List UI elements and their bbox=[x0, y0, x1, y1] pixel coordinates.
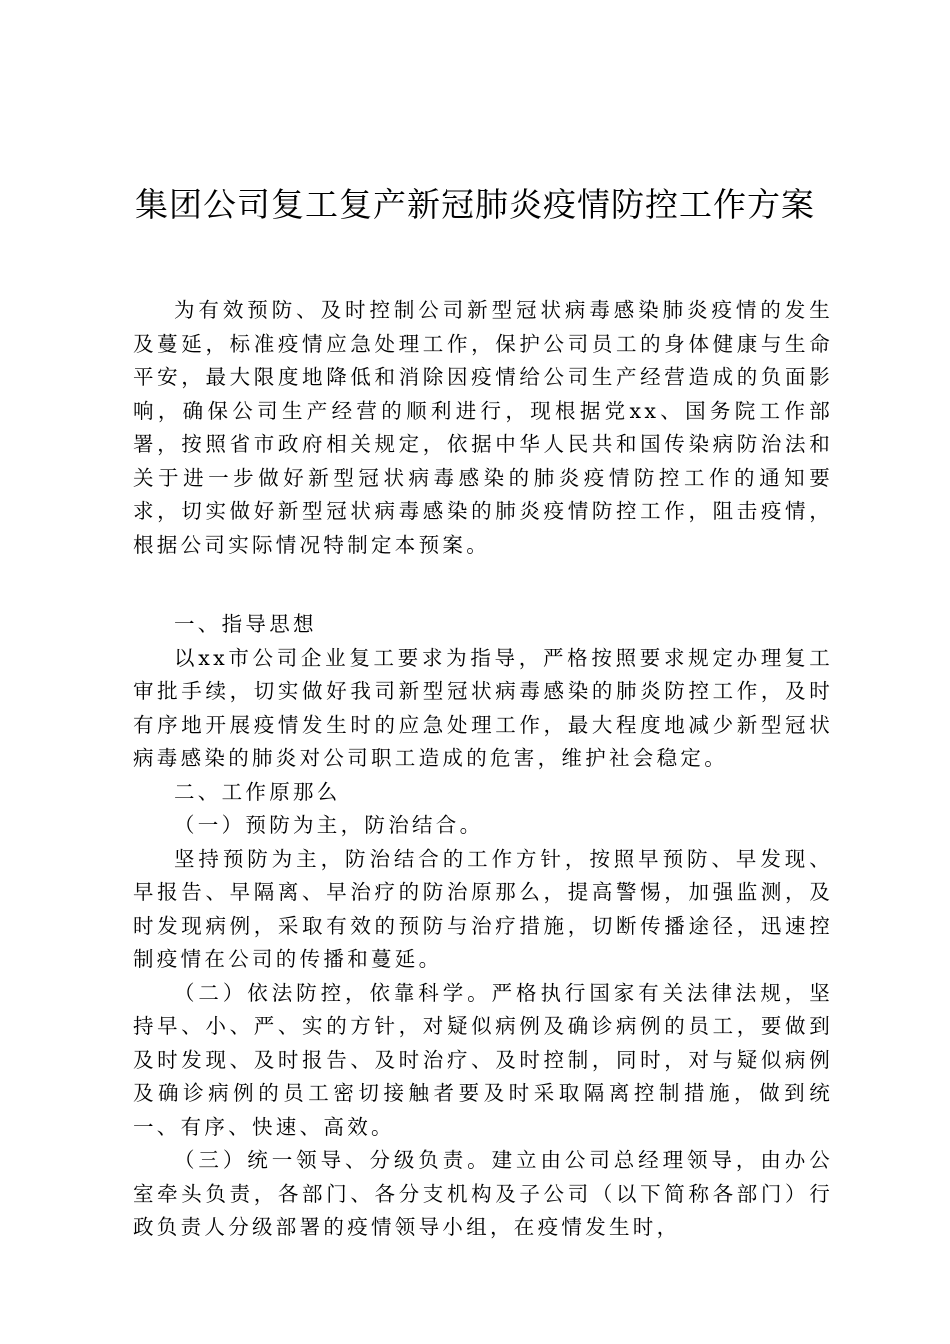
unified-leadership-paragraph: （三）统一领导、分级负责。建立由公司总经理领导，由办公室牵头负责，各部门、各分支机构及子公司（以下简称各部门）行政负责人分级部署的疫情领导小组，在疫情发生时， bbox=[133, 1148, 833, 1239]
paragraph-gap bbox=[133, 562, 833, 608]
subheading-prevention-first: （一）预防为主，防治结合。 bbox=[174, 813, 484, 837]
section-heading-work-principles: 二、工作原那么 bbox=[174, 779, 341, 804]
document-body bbox=[133, 294, 833, 1245]
document-title: 集团公司复工复产新冠肺炎疫情防控工作方案 bbox=[135, 185, 815, 224]
prevention-paragraph: 坚持预防为主，防治结合的工作方针，按照早预防、早发现、早报告、早隔离、早治疗的防治原那么，提高警惕，加强监测，及时发现病例，采取有效的预防与治疗措施，切断传播途径，迅速控制疫情在公司的传播和蔓延。 bbox=[133, 846, 833, 971]
intro-paragraph: 为有效预防、及时控制公司新型冠状病毒感染肺炎疫情的发生及蔓延，标准疫情应急处理工作，保护公司员工的身体健康与生命平安，最大限度地降低和消除因疫情给公司生产经营造成的负面影响，确保公司生产经营的顺利进行，现根据党xx、国务院工作部署，按照省市政府相关规定，依据中华人民共和国传染病防治法和关于进一步做好新型冠状病毒感染的肺炎疫情防控工作的通知要求，切实做好新型冠状病毒感染的肺炎疫情防控工作，阻击疫情，根据公司实际情况特制定本预案。 bbox=[133, 298, 833, 557]
guiding-ideology-paragraph: 以xx市公司企业复工要求为指导，严格按照要求规定办理复工审批手续，切实做好我司新型冠状病毒感染的肺炎防控工作，及时有序地开展疫情发生时的应急处理工作，最大程度地减少新型冠状病毒感染的肺炎对公司职工造成的危害，维护社会稳定。 bbox=[133, 645, 833, 770]
section-heading-guiding-ideology: 一、指导思想 bbox=[174, 612, 317, 636]
lawful-control-paragraph: （二）依法防控，依靠科学。严格执行国家有关法律法规，坚持早、小、严、实的方针，对疑似病例及确诊病例的员工，要做到及时发现、及时报告、及时治疗、及时控制，同时，对与疑似病例及确诊病例的员工密切接触者要及时采取隔离控制措施，做到统一、有序、快速、高效。 bbox=[133, 980, 833, 1139]
